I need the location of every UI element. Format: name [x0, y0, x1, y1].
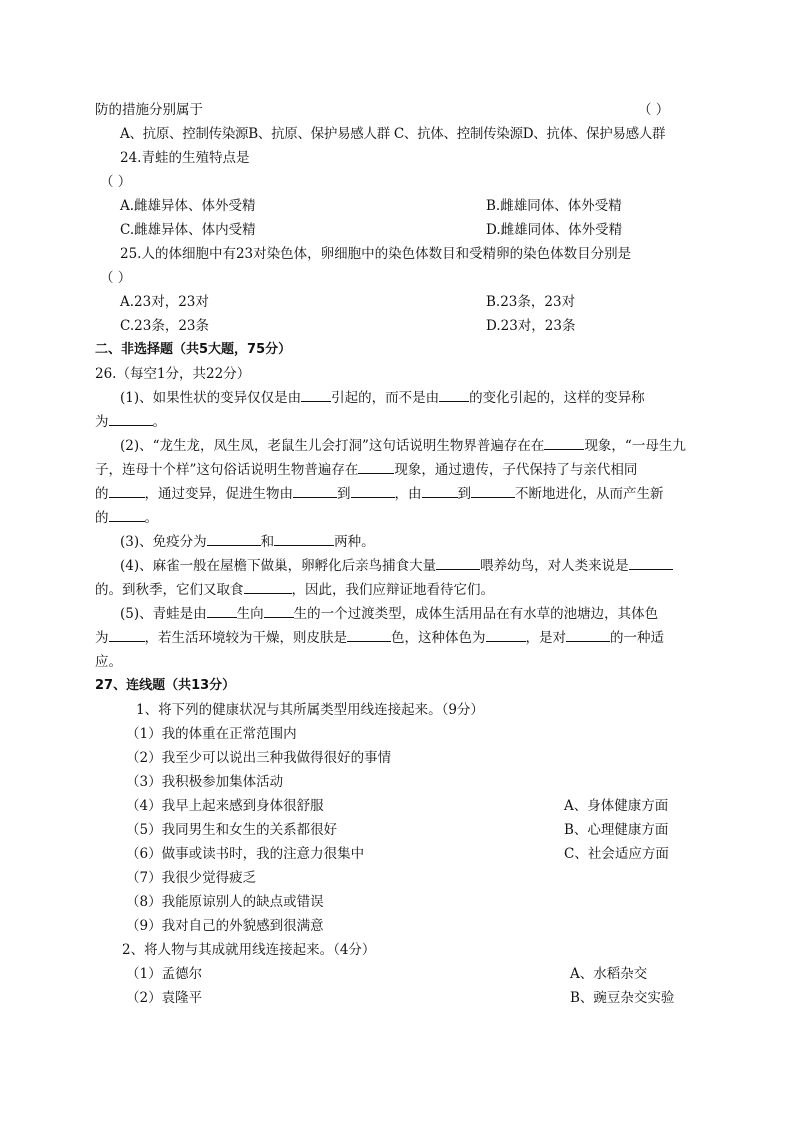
q25-answer-paren: （ ）: [100, 270, 132, 286]
match-item[interactable]: （8）我能原谅别人的缺点或错误: [126, 894, 324, 910]
answer-blank[interactable]: [358, 458, 394, 474]
answer-blank[interactable]: [109, 506, 145, 522]
q26-sub3: (3)、免疫分为 和 两种。: [120, 530, 375, 554]
answer-blank[interactable]: [109, 410, 153, 426]
q26-sub2-line4: 的 。: [95, 506, 158, 530]
match-item[interactable]: （1）我的体重在正常范围内: [126, 726, 297, 742]
q27-part1-title: 1、将下列的健康状况与其所属类型用线连接起来。（9分）: [136, 702, 484, 718]
match-item[interactable]: （7）我很少觉得疲乏: [126, 870, 257, 886]
answer-blank[interactable]: [264, 602, 294, 618]
q25-option-d: D.23对，23条: [486, 318, 576, 334]
q26-header: 26.（每空1分，共22分）: [95, 366, 251, 382]
q24-option-b: B.雌雄同体、体外受精: [486, 198, 622, 214]
q25-option-a: A.23对，23对: [120, 294, 209, 310]
q26-sub1-line2: 为 。: [95, 410, 166, 434]
answer-blank[interactable]: [486, 626, 526, 642]
answer-blank[interactable]: [274, 530, 334, 546]
q25-stem: 25.人的体细胞中有23对染色体，卵细胞中的染色体数目和受精卵的染色体数目分别是: [120, 246, 632, 262]
q26-sub5-line2: 为 ，若生活环境较为干燥，则皮肤是 色，这种体色为 ，是对 的一种适: [95, 626, 664, 650]
answer-blank[interactable]: [347, 626, 391, 642]
match-item[interactable]: （3）我积极参加集体活动: [126, 774, 284, 790]
match-item[interactable]: （6）做事或读书时，我的注意力很集中: [126, 846, 365, 862]
answer-blank[interactable]: [629, 554, 673, 570]
answer-blank[interactable]: [422, 482, 458, 498]
q26-sub4-line2: 的。到秋季，它们又取食 ，因此，我们应辩证地看待它们。: [95, 578, 494, 602]
q26-sub2-line3: 的 ，通过变异，促进生物由 到 ，由 到 不断地进化，从而产生新: [95, 482, 664, 506]
section-title: 二、非选择题（共5大题，75分）: [95, 342, 292, 357]
answer-blank[interactable]: [439, 386, 469, 402]
answer-blank[interactable]: [566, 626, 610, 642]
q27-header: 27、连线题（共13分）: [95, 678, 236, 693]
match-item[interactable]: （4）我早上起来感到身体很舒服: [126, 798, 324, 814]
answer-blank[interactable]: [293, 482, 337, 498]
answer-blank[interactable]: [436, 554, 480, 570]
q26-sub4-line1: (4)、麻雀一般在屋檐下做巢，卵孵化后亲鸟捕食大量 喂养幼鸟，对人类来说是: [120, 554, 673, 578]
q25-option-c: C.23条，23条: [120, 318, 209, 334]
answer-blank[interactable]: [471, 482, 515, 498]
match-category[interactable]: B、心理健康方面: [564, 822, 669, 838]
answer-blank[interactable]: [207, 530, 261, 546]
q23-answer-paren: （ ）: [638, 102, 670, 118]
answer-blank[interactable]: [207, 602, 237, 618]
match-person[interactable]: （2）袁隆平: [126, 990, 203, 1006]
q24-option-d: D.雌雄同体、体外受精: [486, 222, 623, 238]
q27-part2-title: 2、将人物与其成就用线连接起来。（4分）: [122, 942, 376, 958]
answer-blank[interactable]: [351, 482, 395, 498]
q26-sub5-line1: (5)、青蛙是由 生向 生的一个过渡类型，成体生活用品在有水草的池塘边，其体色: [120, 602, 658, 626]
q24-option-a: A.雌雄异体、体外受精: [120, 198, 256, 214]
match-category[interactable]: C、社会适应方面: [564, 846, 669, 862]
match-item[interactable]: （2）我至少可以说出三种我做得很好的事情: [126, 750, 392, 766]
q25-option-b: B.23条，23对: [486, 294, 576, 310]
answer-blank[interactable]: [244, 578, 292, 594]
q24-stem: 24.青蛙的生殖特点是: [120, 150, 250, 166]
match-category[interactable]: A、身体健康方面: [564, 798, 669, 814]
answer-blank[interactable]: [109, 482, 145, 498]
answer-blank[interactable]: [301, 386, 331, 402]
answer-blank[interactable]: [109, 626, 145, 642]
match-person[interactable]: （1）孟德尔: [126, 966, 203, 982]
answer-blank[interactable]: [544, 434, 584, 450]
q24-answer-paren: （ ）: [100, 174, 132, 190]
q23-options: A、抗原、控制传染源B、抗原、保护易感人群 C、抗体、控制传染源D、抗体、保护易感人群: [120, 126, 666, 142]
match-item[interactable]: （5）我同男生和女生的关系都很好: [126, 822, 338, 838]
match-achievement[interactable]: B、豌豆杂交实验: [570, 990, 675, 1006]
q24-option-c: C.雌雄异体、体内受精: [120, 222, 256, 238]
q26-sub5-line3: 应。: [95, 654, 122, 670]
q26-sub1-line1: (1)、如果性状的变异仅仅是由 引起的，而不是由 的变化引起的，这样的变异称: [120, 386, 645, 410]
match-item[interactable]: （9）我对自己的外貌感到很满意: [126, 918, 324, 934]
q26-sub2-line1: (2)、“龙生龙，凤生凤，老鼠生儿会打洞”这句话说明生物界普遍存在在 现象，“一母生九: [120, 434, 686, 458]
q26-sub2-line2: 子，连母十个样”这句俗话说明生物普遍存在 现象，通过遗传，子代保持了与亲代相同: [95, 458, 637, 482]
match-achievement[interactable]: A、水稻杂交: [570, 966, 648, 982]
q23-stem: 防的措施分别属于: [95, 102, 203, 118]
